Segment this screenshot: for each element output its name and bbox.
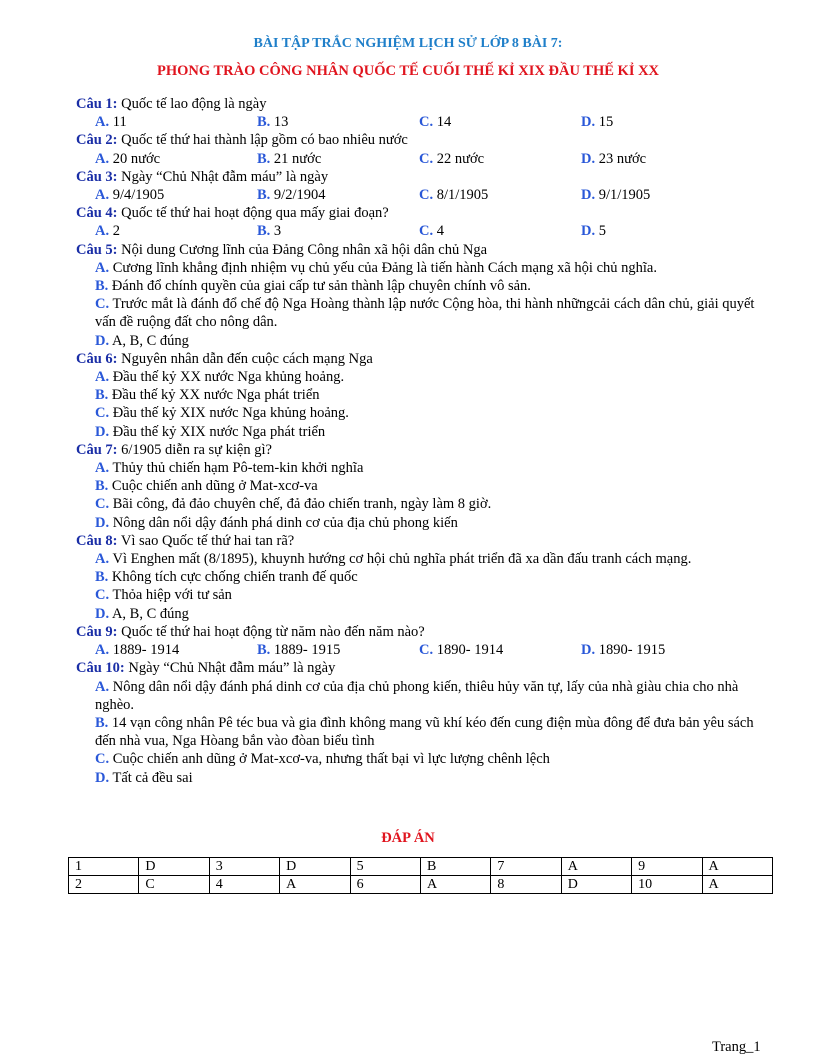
- option-letter: A.: [95, 223, 110, 240]
- answer-option: [419, 641, 581, 659]
- question-item: [76, 204, 766, 240]
- option-letter: C.: [95, 296, 110, 313]
- question-body: Quốc tế thứ hai hoạt động qua mấy giai đoạn?: [121, 205, 389, 222]
- answer-option: [257, 113, 419, 131]
- question-label: Câu 9:: [76, 623, 118, 640]
- option-letter: C.: [419, 150, 434, 167]
- question-label: Câu 4:: [76, 205, 118, 222]
- answer-choice: A: [280, 876, 350, 894]
- answer-key-title: ĐÁP ÁN: [381, 830, 435, 846]
- answer-option: [76, 714, 766, 750]
- question-text: [76, 350, 766, 368]
- option-text: 2: [112, 223, 120, 240]
- option-text: Đầu thế kỷ XIX nước Nga khủng hoảng.: [112, 405, 349, 422]
- option-letter: D.: [581, 642, 596, 659]
- answer-choice: D: [280, 858, 350, 876]
- answer-option: [95, 113, 257, 131]
- option-text: 15: [598, 114, 614, 131]
- document-subtitle: PHONG TRÀO CÔNG NHÂN QUỐC TẾ CUỐI THẾ KỈ XIX ĐẦU THẾ KỈ XX: [156, 63, 660, 79]
- question-item: [76, 131, 766, 167]
- answer-option: [257, 186, 419, 204]
- option-text: 1889- 1914: [112, 642, 180, 659]
- option-text: 13: [273, 114, 289, 131]
- answer-choice: A: [702, 858, 772, 876]
- answer-option: [76, 550, 766, 568]
- answer-option: [581, 113, 743, 131]
- answer-option: [95, 222, 257, 240]
- answer-option: [76, 750, 766, 768]
- option-letter: A.: [95, 150, 110, 167]
- question-item: [76, 241, 766, 350]
- question-body: Vì sao Quốc tế thứ hai tan rã?: [120, 532, 295, 549]
- option-text: Thủy thủ chiến hạm Pô-tem-kin khởi nghĩa: [112, 460, 364, 477]
- option-letter: A.: [95, 187, 110, 204]
- option-letter: D.: [95, 332, 110, 349]
- option-text: Đầu thế kỷ XX nước Nga phát triển: [111, 387, 320, 404]
- answer-row: [69, 876, 773, 894]
- answer-choice: B: [420, 858, 490, 876]
- answer-option: [76, 459, 766, 477]
- option-letter: B.: [257, 642, 271, 659]
- option-text: A, B, C đúng: [111, 605, 189, 622]
- question-label: Câu 10:: [76, 660, 125, 677]
- option-text: 9/1/1905: [598, 187, 651, 204]
- question-body: 6/1905 diễn ra sự kiện gì?: [121, 441, 272, 458]
- option-letter: D.: [581, 150, 596, 167]
- option-letter: D.: [581, 187, 596, 204]
- option-letter: A.: [95, 369, 110, 386]
- option-letter: C.: [95, 751, 110, 768]
- option-letter: C.: [419, 114, 434, 131]
- answer-option: [76, 423, 766, 441]
- question-body: Quốc tế thứ hai thành lập gồm có bao nhiêu nước: [121, 132, 408, 149]
- option-text: Đầu thế kỷ XIX nước Nga phát triển: [112, 423, 326, 440]
- answer-key-table: [68, 857, 773, 894]
- option-letter: B.: [257, 187, 271, 204]
- answer-option: [581, 186, 743, 204]
- answer-option: [76, 404, 766, 422]
- answer-option: [76, 368, 766, 386]
- option-text: Vì Enghen mất (8/1895), khuynh hướng cơ hội chủ nghĩa phát triển đã xa dần đấu tranh cách mạng.: [112, 551, 692, 568]
- answer-row: [69, 858, 773, 876]
- answer-option: [76, 678, 766, 714]
- option-letter: B.: [95, 478, 109, 495]
- answer-choice: A: [561, 858, 631, 876]
- option-text: 1890- 1914: [436, 642, 504, 659]
- question-text: [76, 623, 766, 641]
- option-text: Tất cả đều sai: [112, 769, 193, 786]
- answer-question-number: 1: [69, 858, 139, 876]
- answer-option: [76, 332, 766, 350]
- answer-option: [95, 186, 257, 204]
- question-text: [76, 241, 766, 259]
- question-label: Câu 6:: [76, 350, 118, 367]
- option-letter: A.: [95, 114, 110, 131]
- option-row: [76, 641, 766, 659]
- question-item: [76, 532, 766, 623]
- option-letter: C.: [419, 187, 434, 204]
- option-letter: D.: [95, 769, 110, 786]
- answer-option: [76, 386, 766, 404]
- answer-question-number: 4: [209, 876, 279, 894]
- option-text: 5: [598, 223, 606, 240]
- answer-choice: C: [139, 876, 209, 894]
- option-letter: A.: [95, 551, 110, 568]
- question-item: [76, 95, 766, 131]
- question-label: Câu 1:: [76, 96, 118, 112]
- option-text: 14: [436, 114, 452, 131]
- answer-choice: A: [420, 876, 490, 894]
- page-number: Trang_1: [712, 1039, 761, 1055]
- option-letter: C.: [95, 405, 110, 422]
- answer-question-number: 8: [491, 876, 561, 894]
- option-text: Cương lĩnh khẳng định nhiệm vụ chủ yếu của Đảng là tiến hành Cách mạng xã hội chủ nghĩa.: [112, 259, 657, 276]
- question-label: Câu 8:: [76, 532, 118, 549]
- answer-option: [419, 186, 581, 204]
- question-text: [76, 168, 766, 186]
- answer-option: [76, 769, 766, 787]
- answer-question-number: 6: [350, 876, 420, 894]
- question-item: [76, 350, 766, 441]
- question-item: [76, 441, 766, 532]
- option-letter: B.: [257, 223, 271, 240]
- answer-option: [419, 222, 581, 240]
- answer-choice: D: [139, 858, 209, 876]
- answer-option: [257, 222, 419, 240]
- option-text: 21 nước: [273, 150, 322, 167]
- answer-option: [76, 259, 766, 277]
- option-letter: C.: [419, 223, 434, 240]
- answer-choice: A: [702, 876, 772, 894]
- answer-option: [76, 295, 766, 331]
- answer-option: [581, 641, 743, 659]
- option-text: 1890- 1915: [598, 642, 666, 659]
- option-row: [76, 222, 766, 240]
- option-letter: D.: [95, 514, 110, 531]
- answer-question-number: 5: [350, 858, 420, 876]
- option-text: Thỏa hiệp với tư sản: [112, 587, 232, 604]
- option-text: Đầu thế kỷ XX nước Nga khủng hoảng.: [112, 369, 345, 386]
- answer-option: [581, 222, 743, 240]
- option-letter: B.: [95, 714, 109, 731]
- option-letter: D.: [95, 605, 110, 622]
- answer-option: [76, 277, 766, 295]
- answer-option: [419, 150, 581, 168]
- answer-question-number: 3: [209, 858, 279, 876]
- question-text: [76, 204, 766, 222]
- option-letter: B.: [95, 387, 109, 404]
- question-label: Câu 3:: [76, 168, 118, 185]
- answer-question-number: 9: [632, 858, 702, 876]
- option-letter: D.: [95, 423, 110, 440]
- option-letter: D.: [581, 223, 596, 240]
- question-body: Quốc tế lao động là ngày: [121, 96, 267, 112]
- option-letter: A.: [95, 259, 110, 276]
- question-text: [76, 532, 766, 550]
- option-text: 20 nước: [112, 150, 161, 167]
- document-title: BÀI TẬP TRẮC NGHIỆM LỊCH SỬ LỚP 8 BÀI 7:: [253, 36, 563, 51]
- question-list: [76, 95, 766, 787]
- answer-option: [419, 113, 581, 131]
- option-letter: D.: [581, 114, 596, 131]
- question-item: [76, 623, 766, 659]
- answer-option: [581, 150, 743, 168]
- option-text: 8/1/1905: [436, 187, 489, 204]
- option-row: [76, 113, 766, 131]
- option-text: Cuộc chiến anh dũng ở Mat-xcơ-va: [111, 478, 318, 495]
- answer-option: [76, 568, 766, 586]
- option-letter: A.: [95, 642, 110, 659]
- answer-option: [76, 495, 766, 513]
- question-text: [76, 131, 766, 149]
- option-text: Bãi công, đả đảo chuyên chế, đả đảo chiến tranh, ngày làm 8 giờ.: [112, 496, 492, 513]
- answer-option: [95, 641, 257, 659]
- question-body: Quốc tế thứ hai hoạt động từ năm nào đến năm nào?: [121, 623, 425, 640]
- option-letter: B.: [257, 150, 271, 167]
- answer-option: [76, 605, 766, 623]
- option-row: [76, 186, 766, 204]
- question-body: Nguyên nhân dẫn đến cuộc cách mạng Nga: [121, 350, 373, 367]
- option-text: 14 vạn công nhân Pê téc bua và gia đình không mang vũ khí kéo đến cung điện mùa đông để đưa bản yêu sách đến nhà vua, Nga Hòang bắn vào đòan biểu tình: [95, 714, 754, 750]
- option-text: Đánh đổ chính quyền của giai cấp tư sản thành lập chuyên chính vô sản.: [111, 278, 531, 295]
- question-body: Nội dung Cương lĩnh của Đảng Công nhân xã hội dân chủ Nga: [121, 241, 488, 258]
- question-item: [76, 168, 766, 204]
- option-text: 22 nước: [436, 150, 485, 167]
- option-text: Trước mắt là đánh đổ chế độ Nga Hoàng thành lập nước Cộng hòa, thi hành nhữngcải cách dân chủ, giải quyết vấn đề ruộng đất cho nông dân.: [95, 296, 755, 331]
- option-text: A, B, C đúng: [111, 332, 189, 349]
- answer-option: [95, 150, 257, 168]
- answer-question-number: 10: [632, 876, 702, 894]
- option-row: [76, 150, 766, 168]
- answer-option: [76, 514, 766, 532]
- answer-choice: D: [561, 876, 631, 894]
- option-letter: B.: [95, 278, 109, 295]
- question-text: [76, 659, 766, 677]
- option-text: 9/2/1904: [273, 187, 326, 204]
- question-item: [76, 659, 766, 786]
- option-letter: C.: [95, 587, 110, 604]
- option-text: Nông dân nổi dậy đánh phá dinh cơ của địa chủ phong kiến, thiêu hủy văn tự, lấy của nhà giàu chia cho nhà nghèo.: [95, 678, 739, 713]
- option-letter: C.: [95, 496, 110, 513]
- option-text: 9/4/1905: [112, 187, 165, 204]
- answer-option: [76, 477, 766, 495]
- question-label: Câu 5:: [76, 241, 118, 258]
- answer-question-number: 7: [491, 858, 561, 876]
- question-label: Câu 2:: [76, 132, 118, 149]
- answer-question-number: 2: [69, 876, 139, 894]
- question-label: Câu 7:: [76, 441, 118, 458]
- option-text: 23 nước: [598, 150, 647, 167]
- option-text: 11: [112, 114, 127, 131]
- option-text: Không tích cực chống chiến tranh đế quốc: [111, 569, 358, 586]
- answer-option: [257, 641, 419, 659]
- question-text: [76, 441, 766, 459]
- option-text: Cuộc chiến anh dũng ở Mat-xcơ-va, nhưng thất bại vì lực lượng chênh lệch: [112, 751, 550, 768]
- option-text: 1889- 1915: [273, 642, 341, 659]
- question-text: [76, 95, 766, 113]
- option-text: 4: [436, 223, 444, 240]
- option-text: 3: [273, 223, 282, 240]
- option-letter: C.: [419, 642, 434, 659]
- option-letter: A.: [95, 678, 110, 695]
- answer-option: [257, 150, 419, 168]
- option-letter: B.: [257, 114, 271, 131]
- question-body: Ngày “Chủ Nhật đẫm máu” là ngày: [121, 168, 329, 185]
- option-letter: B.: [95, 569, 109, 586]
- answer-option: [76, 586, 766, 604]
- option-letter: A.: [95, 460, 110, 477]
- option-text: Nông dân nổi dậy đánh phá dinh cơ của địa chủ phong kiến: [112, 514, 458, 531]
- question-body: Ngày “Chủ Nhật đẫm máu” là ngày: [128, 660, 336, 677]
